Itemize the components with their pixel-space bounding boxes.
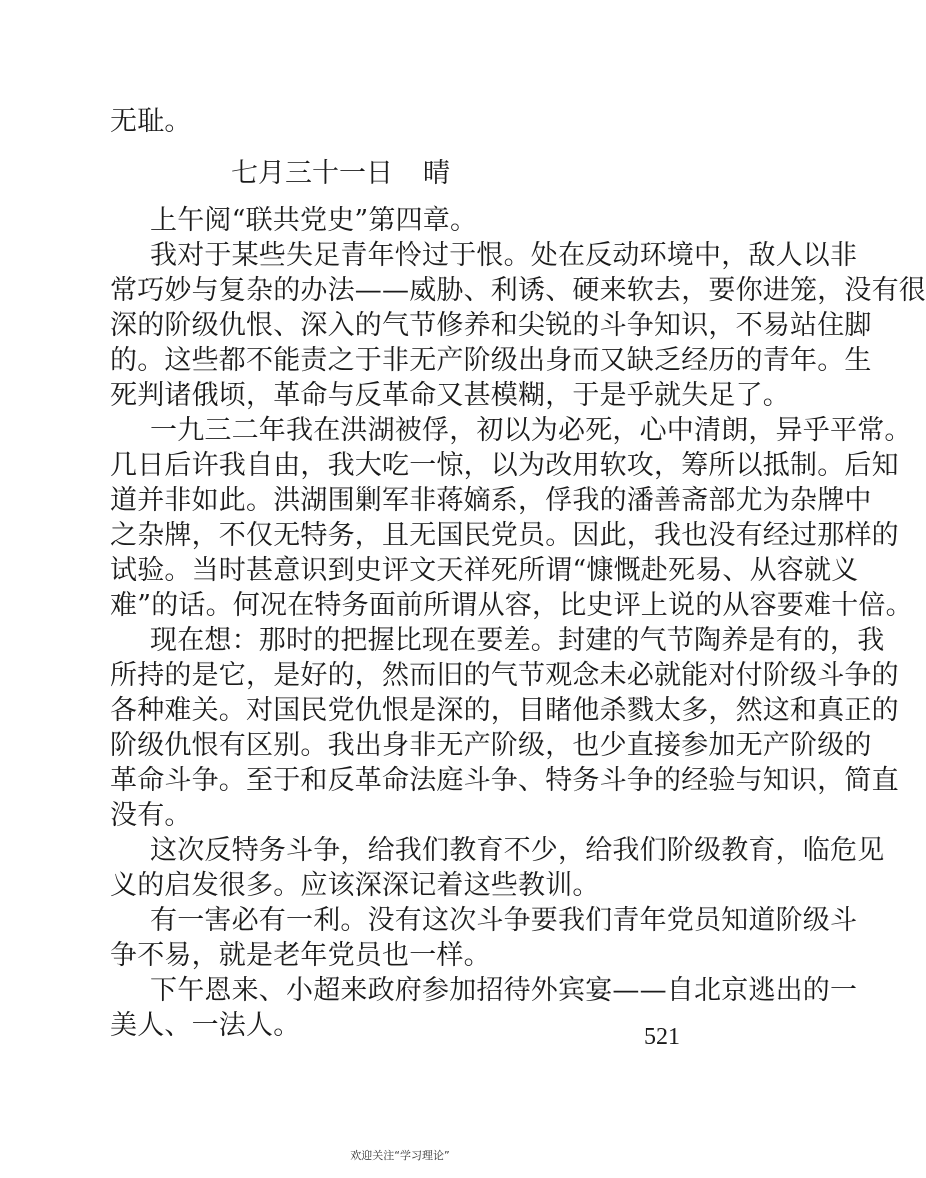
text-line: 阶级仇恨有区别。我出身非无产阶级，也少直接参加无产阶级的 bbox=[110, 730, 872, 761]
entry-date: 七月三十一日 bbox=[231, 158, 393, 189]
text-line: 下午恩来、小超来政府参加招待外宾宴——自北京逃出的一 bbox=[150, 975, 858, 1006]
text-line: 试验。当时甚意识到史评文天祥死所谓“慷慨赴死易、从容就义 bbox=[110, 555, 859, 586]
page-number: 521 bbox=[644, 1024, 680, 1050]
text-line: 革命斗争。至于和反革命法庭斗争、特务斗争的经验与知识，简直 bbox=[110, 765, 899, 796]
entry-weather: 晴 bbox=[423, 158, 450, 189]
text-line: 各种难关。对国民党仇恨是深的，目睹他杀戮太多，然这和真正的 bbox=[110, 695, 899, 726]
text-line: 死判诸俄顷，革命与反革命又甚模糊，于是乎就失足了。 bbox=[110, 380, 790, 411]
text-line: 常巧妙与复杂的办法——威胁、利诱、硬来软去，要你进笼，没有很 bbox=[110, 275, 926, 306]
text-line: 几日后许我自由，我大吃一惊，以为改用软攻，筹所以抵制。后知 bbox=[110, 450, 899, 481]
text-line: 义的启发很多。应该深深记着这些教训。 bbox=[110, 870, 600, 901]
text-line: 没有。 bbox=[110, 800, 192, 831]
text-line: 这次反特务斗争，给我们教育不少，给我们阶级教育，临危见 bbox=[150, 835, 885, 866]
text-line: 有一害必有一利。没有这次斗争要我们青年党员知道阶级斗 bbox=[150, 905, 858, 936]
text-line: 所持的是它，是好的，然而旧的气节观念未必就能对付阶级斗争的 bbox=[110, 660, 899, 691]
footer-watermark: 欢迎关注“学习理论” bbox=[350, 1149, 450, 1162]
text-line: 我对于某些失足青年怜过于恨。处在反动环境中，敌人以非 bbox=[150, 240, 858, 271]
text-line: 现在想：那时的把握比现在要差。封建的气节陶养是有的，我 bbox=[150, 625, 885, 656]
text-line: 道并非如此。洪湖围剿军非蒋嫡系，俘我的潘善斋部尤为杂牌中 bbox=[110, 485, 872, 516]
text-line: 美人、一法人。 bbox=[110, 1010, 301, 1041]
text-line: 之杂牌，不仅无特务，且无国民党员。因此，我也没有经过那样的 bbox=[110, 520, 899, 551]
text-line: 一九三二年我在洪湖被俘，初以为必死，心中清朗，异乎平常。 bbox=[150, 415, 912, 446]
text-line: 无耻。 bbox=[110, 106, 192, 137]
text-line: 争不易，就是老年党员也一样。 bbox=[110, 940, 491, 971]
diary-entry-heading bbox=[231, 156, 450, 192]
text-line: 难”的话。何况在特务面前所谓从容，比史评上说的从容要难十倍。 bbox=[110, 590, 913, 621]
text-line: 上午阅“联共党史”第四章。 bbox=[150, 205, 478, 236]
text-line: 的。这些都不能责之于非无产阶级出身而又缺乏经历的青年。生 bbox=[110, 345, 872, 376]
text-line: 深的阶级仇恨、深入的气节修养和尖锐的斗争知识，不易站住脚 bbox=[110, 310, 872, 341]
